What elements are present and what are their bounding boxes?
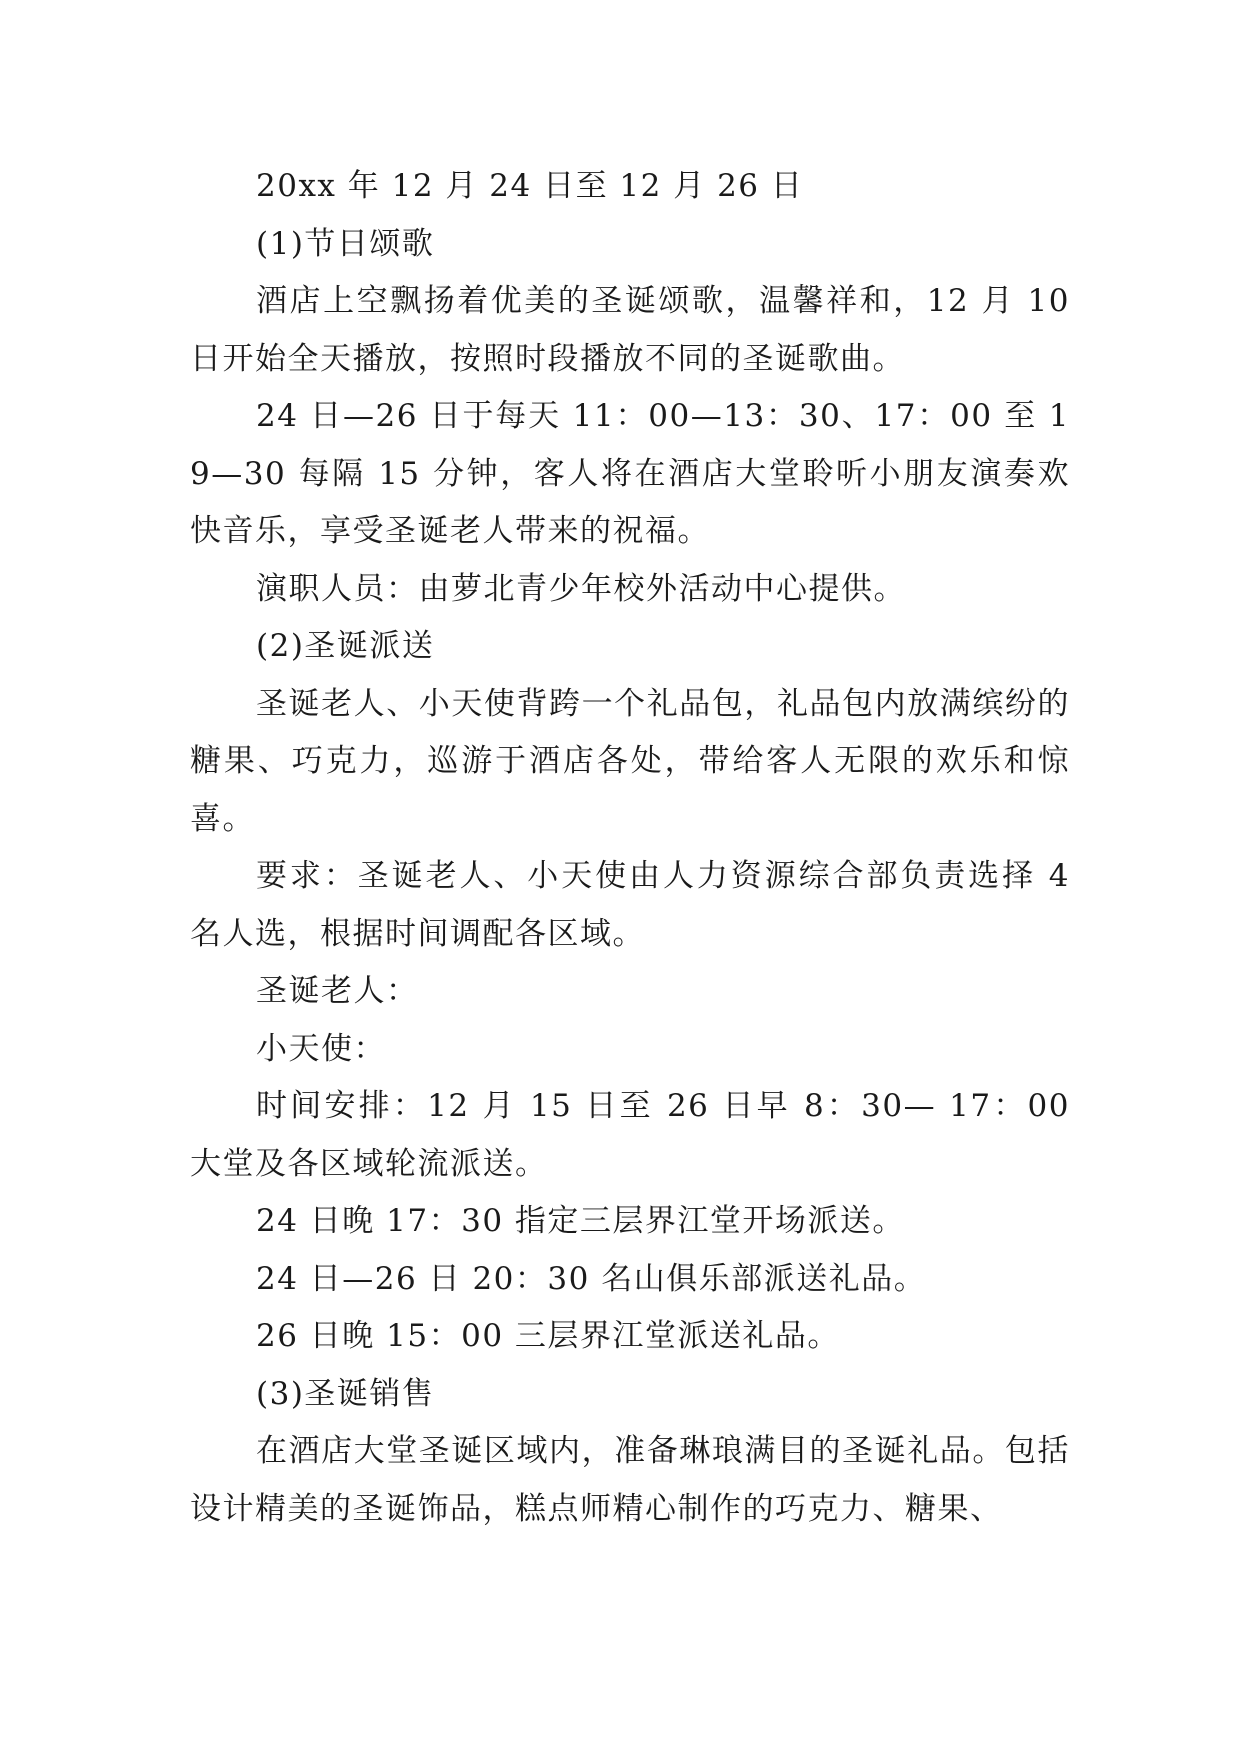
paragraph-delivery-requirements: 要求：圣诞老人、小天使由人力资源综合部负责选择 4 名人选，根据时间调配各区域。 bbox=[190, 858, 1070, 952]
paragraph-schedule-26-evening: 26 日晚 15：00 三层界江堂派送礼品。 bbox=[256, 1318, 840, 1354]
paragraph-santa-label: 圣诞老人： bbox=[256, 973, 419, 1009]
paragraph-carols-description: 酒店上空飘扬着优美的圣诞颂歌，温馨祥和，12 月 10 日开始全天播放，按照时段播放不同的圣诞歌曲。 bbox=[190, 283, 1070, 377]
document-body bbox=[190, 158, 1070, 1538]
paragraph-delivery-description: 圣诞老人、小天使背跨一个礼品包，礼品包内放满缤纷的糖果、巧克力，巡游于酒店各处，带给客人无限的欢乐和惊喜。 bbox=[190, 685, 1070, 837]
date-range-line: 20xx 年 12 月 24 日至 12 月 26 日 bbox=[256, 168, 804, 204]
paragraph-angel-label: 小天使： bbox=[256, 1030, 386, 1067]
paragraph-performers: 演职人员：由萝北青少年校外活动中心提供。 bbox=[256, 570, 906, 607]
section-heading-carols: (1)节日颂歌 bbox=[256, 225, 435, 262]
paragraph-time-schedule: 时间安排：12 月 15 日至 26 日早 8：30— 17：00 大堂及各区域轮流派送。 bbox=[190, 1088, 1070, 1182]
paragraph-sales-description: 在酒店大堂圣诞区域内，准备琳琅满目的圣诞礼品。包括设计精美的圣诞饰品，糕点师精心制作的巧克力、糖果、 bbox=[190, 1433, 1070, 1527]
section-heading-sales: (3)圣诞销售 bbox=[256, 1375, 435, 1412]
paragraph-carols-schedule: 24 日—26 日于每天 11：00—13：30、17：00 至 19—30 每隔 15 分钟，客人将在酒店大堂聆听小朋友演奏欢快音乐，享受圣诞老人带来的祝福。 bbox=[190, 398, 1070, 549]
paragraph-schedule-club: 24 日—26 日 20：30 名山俱乐部派送礼品。 bbox=[256, 1260, 927, 1297]
section-heading-delivery: (2)圣诞派送 bbox=[256, 628, 435, 664]
paragraph-schedule-24-evening: 24 日晚 17：30 指定三层界江堂开场派送。 bbox=[256, 1203, 905, 1239]
